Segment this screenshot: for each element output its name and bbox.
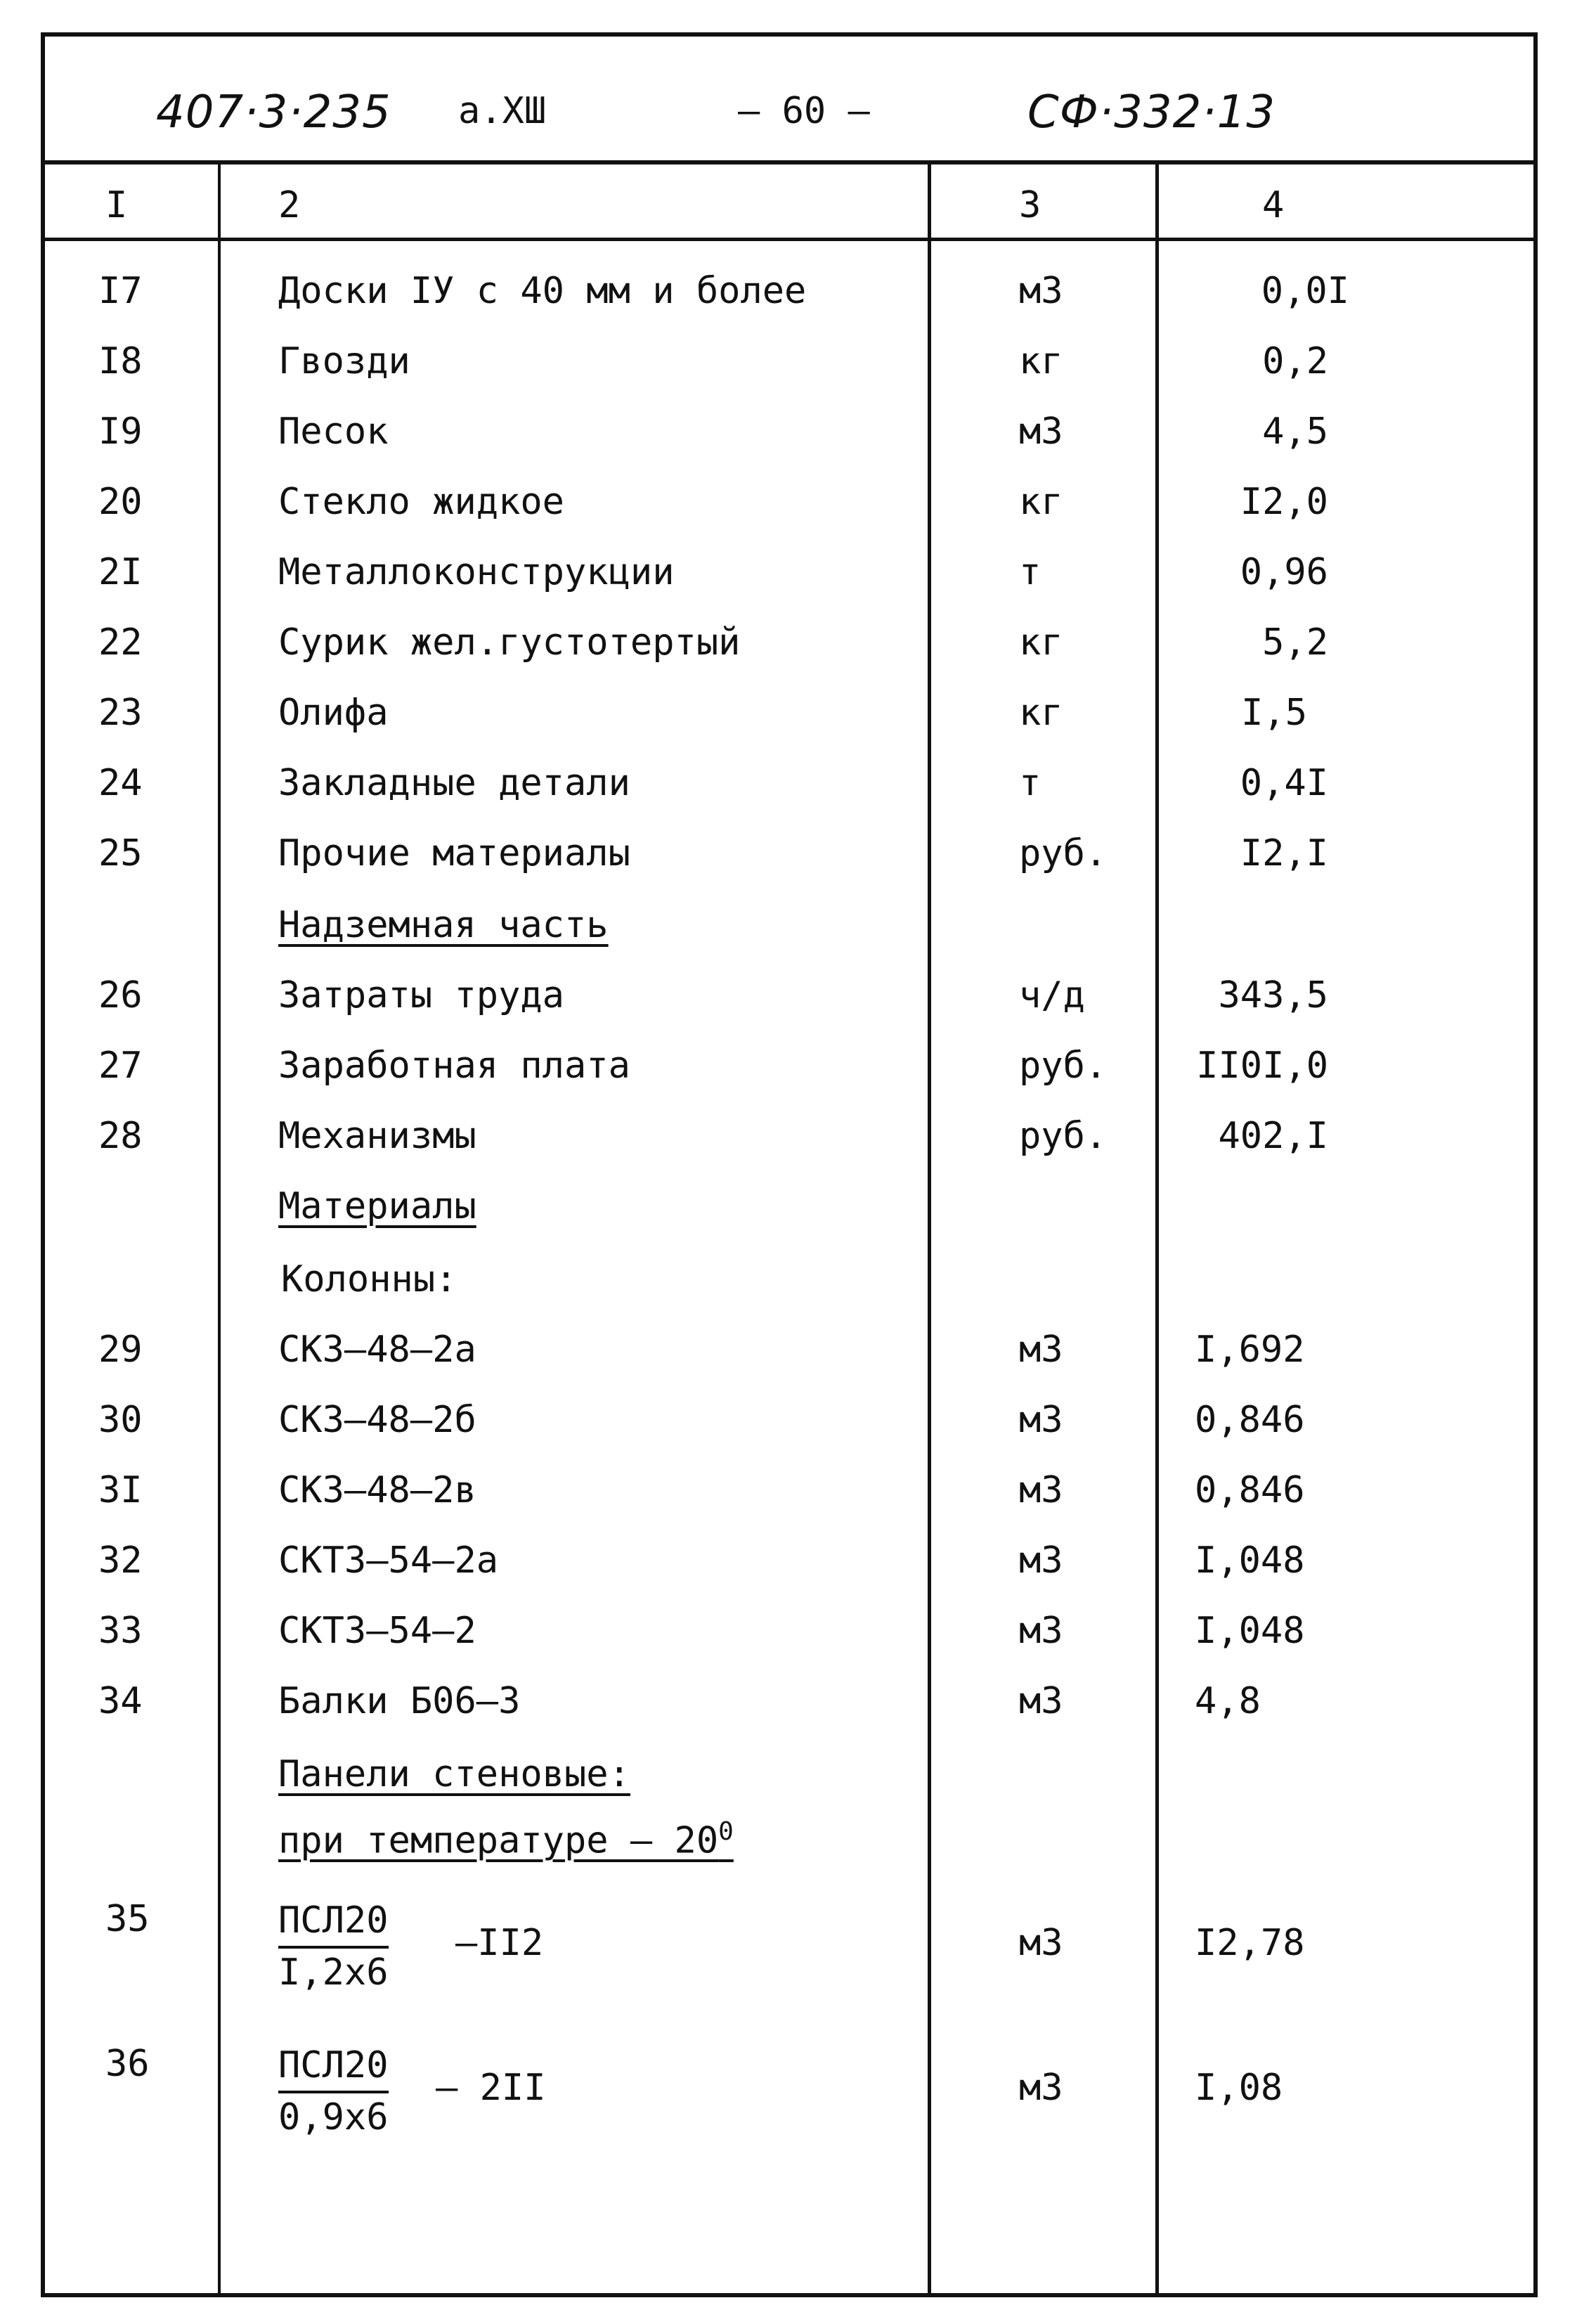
- row-unit: руб.: [1019, 1045, 1108, 1087]
- row-value: I,048: [1195, 1539, 1305, 1582]
- column-header-2: 2: [278, 184, 301, 226]
- album-number: а.ХШ: [458, 90, 547, 132]
- row-unit: руб.: [1019, 832, 1108, 874]
- row-value: 5,2: [1262, 621, 1328, 664]
- row-name: Балки Б06–3: [278, 1680, 521, 1722]
- row-number: 36: [105, 2043, 150, 2085]
- row-unit: кг: [1019, 481, 1063, 523]
- row-name: Доски IУ с 40 мм и более: [278, 270, 807, 312]
- row-value: I,692: [1195, 1329, 1305, 1371]
- col3-divider: [1155, 164, 1159, 2297]
- row-value: 343,5: [1218, 974, 1328, 1016]
- row-number: 22: [98, 621, 143, 664]
- row-unit: т: [1019, 551, 1041, 593]
- row-name: Стекло жидкое: [278, 481, 564, 523]
- panel-mark-fraction: [278, 2044, 389, 2138]
- row-name: Механизмы: [278, 1115, 476, 1157]
- row-number: 28: [98, 1115, 143, 1157]
- row-value: I2,I: [1240, 832, 1328, 874]
- row-number: 3I: [98, 1469, 143, 1511]
- row-value: 402,I: [1218, 1115, 1328, 1157]
- row-value: 0,96: [1240, 551, 1328, 593]
- section-materials: Материалы: [278, 1185, 476, 1227]
- row-number: 33: [98, 1610, 143, 1652]
- row-name: Песок: [278, 411, 389, 453]
- row-value: 0,846: [1195, 1399, 1305, 1441]
- row-number: I7: [98, 270, 143, 312]
- column-header-rule: [41, 238, 1538, 241]
- row-value: 4,8: [1195, 1680, 1261, 1722]
- row-unit: м3: [1019, 1610, 1063, 1652]
- row-value: I,08: [1195, 2067, 1283, 2109]
- row-unit: кг: [1019, 692, 1063, 734]
- row-unit: ч/д: [1019, 974, 1085, 1016]
- row-unit: м3: [1019, 1329, 1063, 1371]
- column-header-1: I: [105, 184, 128, 226]
- row-number: 25: [98, 832, 143, 874]
- row-number: 26: [98, 974, 143, 1016]
- row-number: 35: [105, 1898, 150, 1940]
- panel-mark-denominator: 0,9x6: [278, 2096, 389, 2138]
- row-name: Сурик жел.густотертый: [278, 621, 741, 664]
- row-name: Заработная плата: [278, 1045, 630, 1087]
- row-name: Металлоконструкции: [278, 551, 675, 593]
- section-columns: Колонны:: [281, 1258, 457, 1300]
- row-value: 0,846: [1195, 1469, 1305, 1511]
- row-number: 27: [98, 1045, 143, 1087]
- row-value: 0,4I: [1240, 762, 1328, 804]
- section-temperature: [278, 1811, 734, 1861]
- row-name: Гвозди: [278, 340, 410, 382]
- row-value: 0,0I: [1261, 270, 1349, 312]
- row-name: СКЗ–48–2а: [278, 1329, 476, 1371]
- row-unit: кг: [1019, 340, 1063, 382]
- panel-mark-suffix: – 2II: [436, 2067, 546, 2109]
- row-number: 34: [98, 1680, 143, 1722]
- row-unit: м3: [1019, 270, 1063, 312]
- doc-code: 407·3·235: [156, 86, 391, 138]
- row-unit: м3: [1019, 1469, 1063, 1511]
- row-unit: м3: [1019, 1922, 1063, 1964]
- col2-divider: [928, 164, 931, 2297]
- row-name: СКЗ–48–2б: [278, 1399, 476, 1441]
- row-name: СКТЗ–54–2: [278, 1610, 476, 1652]
- panel-mark-suffix: –II2: [455, 1922, 544, 1964]
- row-unit: м3: [1019, 1680, 1063, 1722]
- col1-divider: [218, 164, 221, 2297]
- degree-mark: 0: [718, 1817, 734, 1846]
- row-value: 0,2: [1262, 340, 1328, 382]
- panel-mark-numerator: ПСЛ20: [278, 1899, 389, 1949]
- panel-mark-numerator: ПСЛ20: [278, 2044, 389, 2093]
- row-unit: т: [1019, 762, 1041, 804]
- section-above-ground: Надземная часть: [278, 904, 609, 946]
- panel-mark-fraction: [278, 1899, 389, 1994]
- row-unit: м3: [1019, 411, 1063, 453]
- row-number: 2I: [98, 551, 143, 593]
- row-unit: м3: [1019, 1399, 1063, 1441]
- row-name: Прочие материалы: [278, 832, 630, 874]
- row-value: I2,78: [1195, 1922, 1305, 1964]
- row-name: Затраты труда: [278, 974, 564, 1016]
- row-value: I,048: [1195, 1610, 1305, 1652]
- row-unit: м3: [1019, 2067, 1063, 2109]
- page-number: – 60 –: [738, 90, 870, 132]
- row-name: Олифа: [278, 692, 389, 734]
- row-name: СКЗ–48–2в: [278, 1469, 476, 1511]
- row-number: 32: [98, 1539, 143, 1582]
- section-panels: Панели стеновые:: [278, 1753, 630, 1795]
- column-header-3: 3: [1019, 184, 1041, 226]
- series-code: СФ·332·13: [1027, 86, 1276, 138]
- row-number: 23: [98, 692, 143, 734]
- row-number: 20: [98, 481, 143, 523]
- row-value: II0I,0: [1196, 1045, 1328, 1087]
- row-unit: руб.: [1019, 1115, 1108, 1157]
- panel-mark-denominator: I,2x6: [278, 1951, 389, 1994]
- row-number: I9: [98, 411, 143, 453]
- row-number: 29: [98, 1329, 143, 1371]
- row-name: СКТЗ–54–2а: [278, 1539, 499, 1582]
- row-value: 4,5: [1262, 411, 1328, 453]
- row-value: I,5: [1241, 692, 1307, 734]
- row-unit: кг: [1019, 621, 1063, 664]
- column-header-4: 4: [1262, 184, 1285, 226]
- row-name: Закладные детали: [278, 762, 630, 804]
- row-unit: м3: [1019, 1539, 1063, 1582]
- temperature-label: при температуре – 20: [278, 1819, 719, 1862]
- header-rule: [41, 160, 1538, 164]
- row-value: I2,0: [1240, 481, 1328, 523]
- row-number: 30: [98, 1399, 143, 1441]
- row-number: 24: [98, 762, 143, 804]
- row-number: I8: [98, 340, 143, 382]
